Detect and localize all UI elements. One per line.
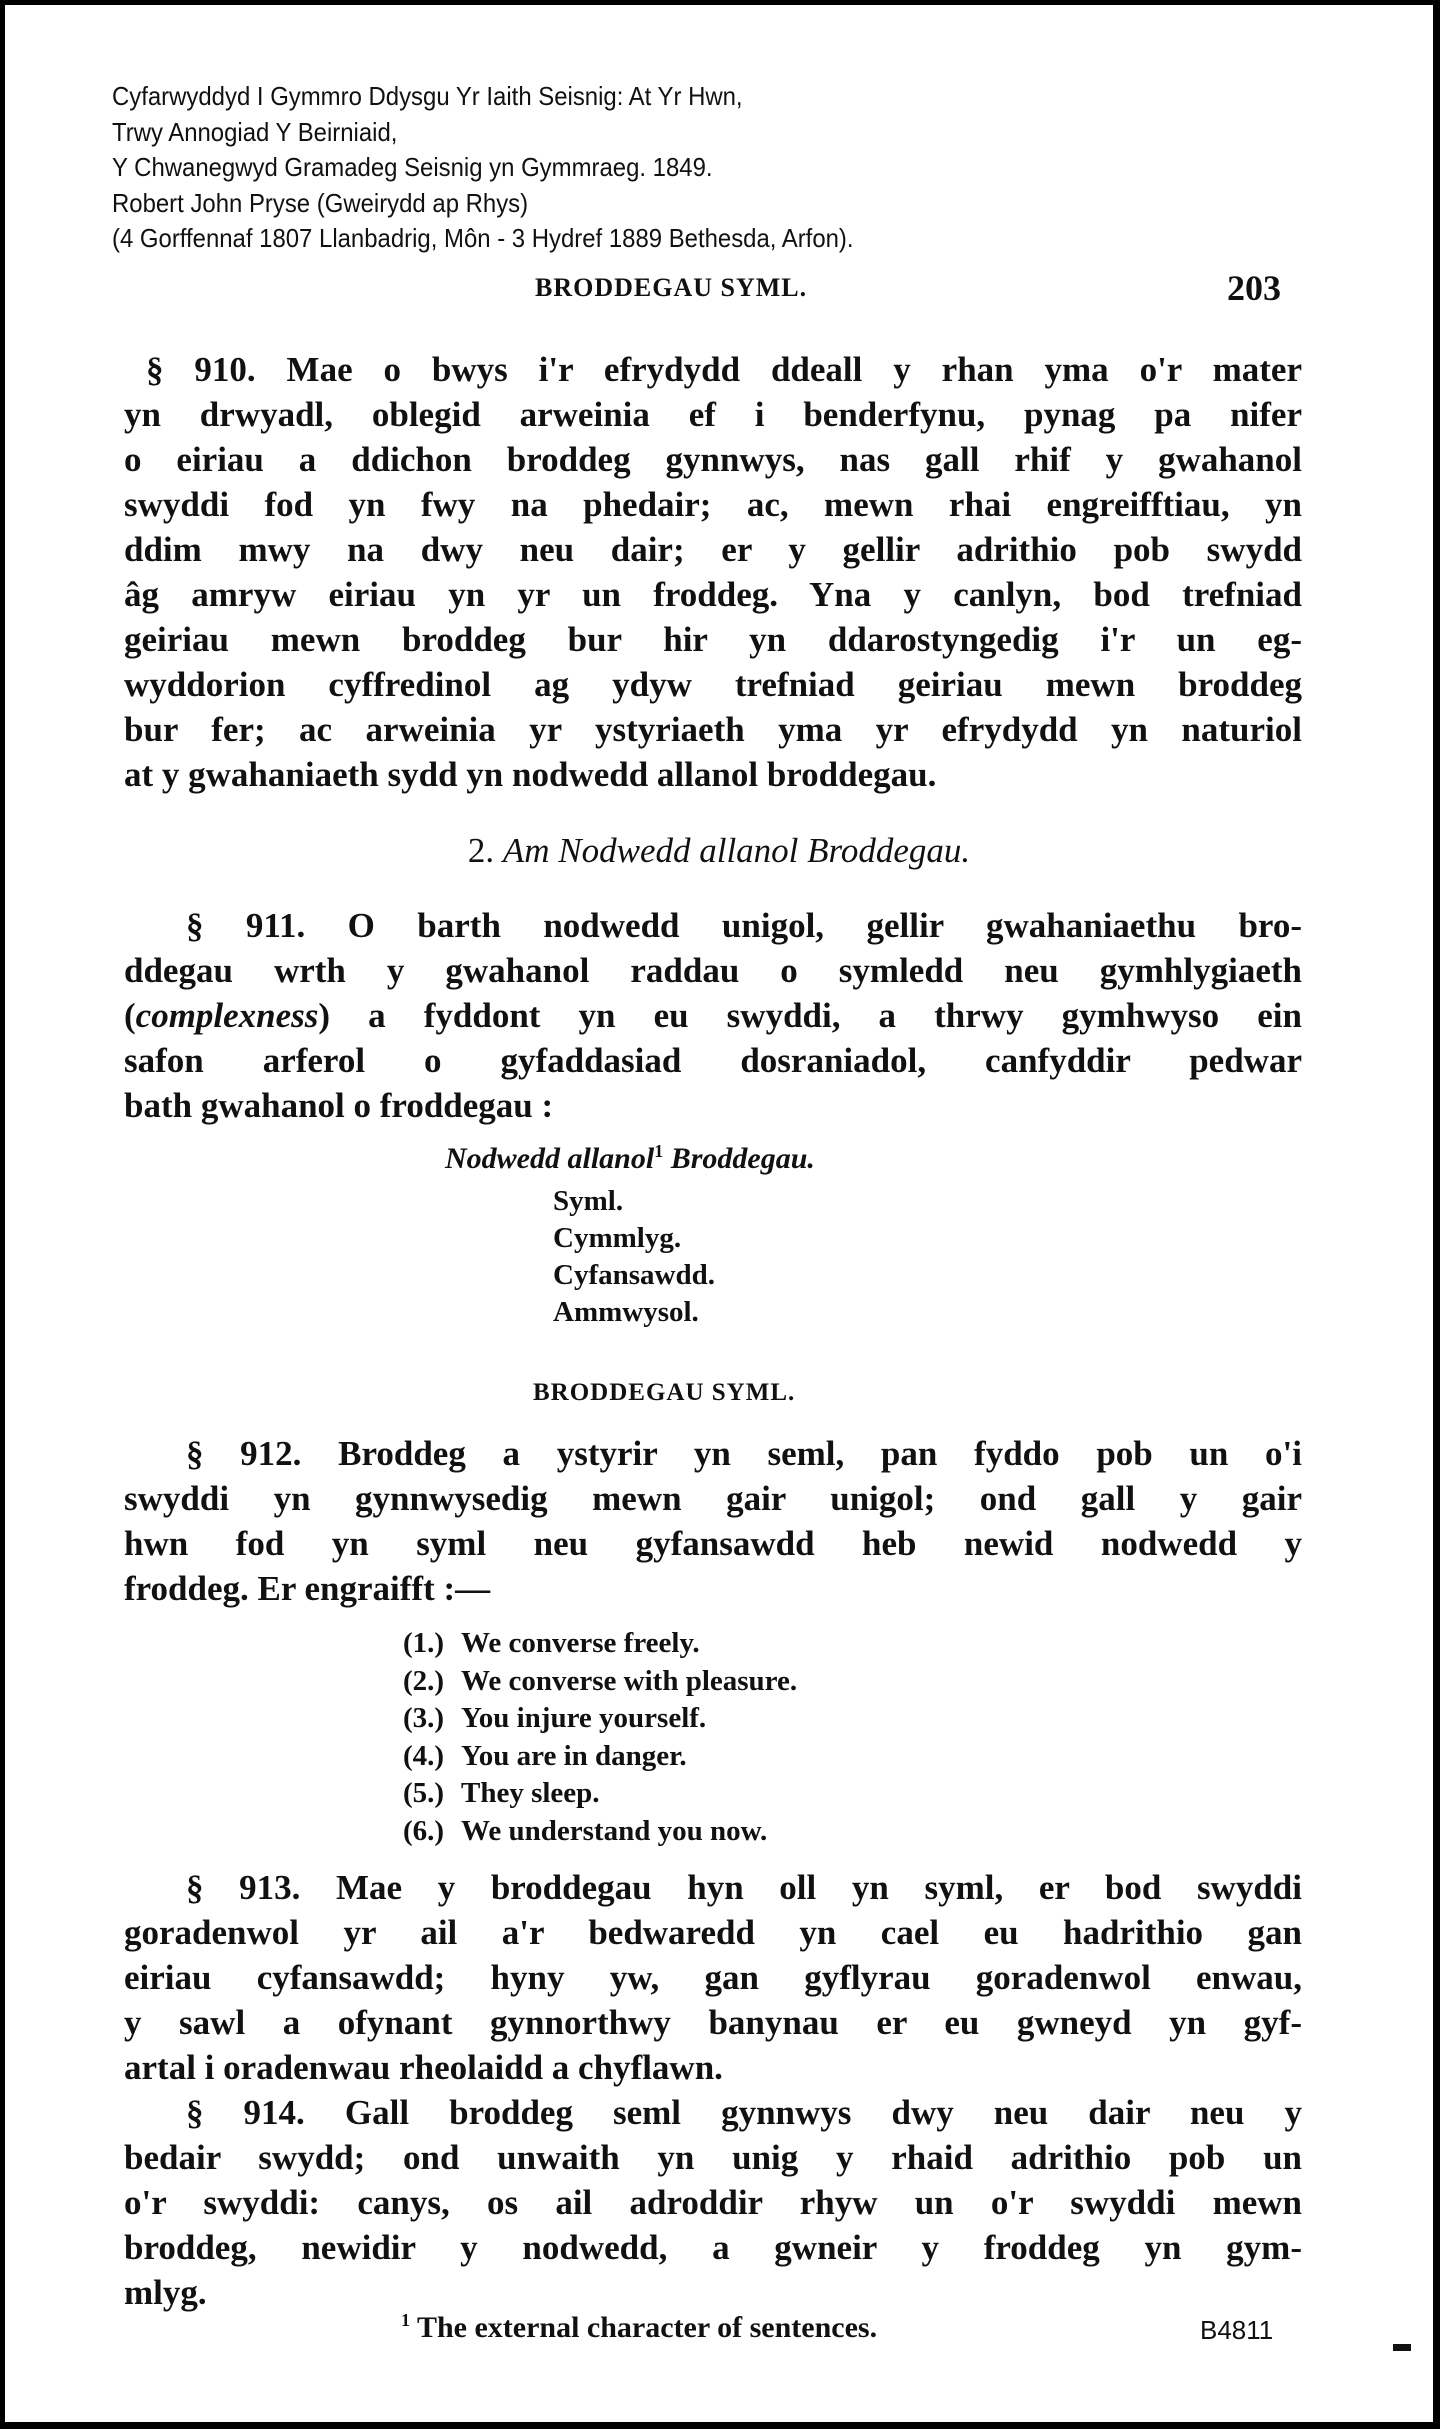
footnote xyxy=(401,2310,877,2345)
footnote-text: The external character of sentences. xyxy=(416,2311,878,2344)
text-line: y sawl a ofynant gynnorthwy banynau er eu gwneyd yn gyf- xyxy=(124,2003,1302,2042)
text-line: swyddi fod yn fwy na phedair; ac, mewn rhai engreifftiau, yn xyxy=(124,485,1302,524)
paragraph-914 xyxy=(124,2090,1302,2315)
text-line: bath gwahanol o froddegau : xyxy=(124,1086,554,1125)
text-line: § 910. Mae o bwys i'r efrydydd ddeall y rhan yma o'r mater xyxy=(146,350,1302,389)
example-text: We understand you now. xyxy=(461,1814,768,1847)
subheading: BRODDEGAU SYML. xyxy=(533,1379,796,1406)
example-number: (6.) xyxy=(403,1814,445,1847)
example-text: You are in danger. xyxy=(461,1739,687,1772)
meta-line: Trwy Annogiad Y Beirniaid, xyxy=(112,116,398,147)
example-item xyxy=(403,1625,797,1663)
examples-list xyxy=(403,1625,797,1850)
kinds-title-a: Nodwedd allanol xyxy=(445,1142,655,1175)
meta-line: Y Chwanegwyd Gramadeg Seisnig yn Gymmraeg. 1849. xyxy=(112,152,713,182)
text-line: froddeg. Er engraifft :— xyxy=(124,1569,491,1608)
text-span: ) a fyddont yn eu swyddi, a thrwy gymhwyso ein xyxy=(318,996,1302,1035)
text-line: geiriau mewn broddeg bur hir yn ddarostyngedig i'r un eg- xyxy=(124,620,1302,659)
kind-item: Cyfansawdd. xyxy=(553,1259,715,1291)
text-line: § 914. Gall broddeg seml gynnwys dwy neu dair neu y xyxy=(186,2093,1302,2132)
text-line: § 913. Mae y broddegau hyn oll yn syml, er bod swyddi xyxy=(186,1868,1302,1907)
section-heading xyxy=(5,831,1433,871)
text-line: bur fer; ac arweinia yr ystyriaeth yma yr efrydydd yn naturiol xyxy=(124,710,1302,749)
running-head: BRODDEGAU SYML. xyxy=(535,273,808,302)
text-line: at y gwahaniaeth sydd yn nodwedd allanol broddegau. xyxy=(124,755,937,794)
example-number: (1.) xyxy=(403,1627,445,1659)
catalog-code: B4811 xyxy=(1200,2315,1274,2345)
text-line: goradenwol yr ail a'r bedwaredd yn cael eu hadrithio gan xyxy=(124,1913,1302,1952)
section-number: 2. xyxy=(467,831,495,870)
text-line: o'r swyddi: canys, os ail adroddir rhyw un o'r swyddi mewn xyxy=(124,2183,1302,2222)
bibliographic-info xyxy=(112,79,854,257)
example-item xyxy=(403,1738,797,1776)
paragraph-911 xyxy=(124,903,1302,1128)
text-span: ( xyxy=(124,996,136,1035)
example-number: (4.) xyxy=(403,1739,445,1772)
footnote-ref: 1 xyxy=(654,1141,664,1161)
text-line: eiriau cyfansawdd; hyny yw, gan gyflyrau goradenwol enwau, xyxy=(124,1958,1302,1997)
text-line: mlyg. xyxy=(124,2273,207,2312)
kind-item: Cymmlyg. xyxy=(553,1222,682,1254)
text-line: safon arferol o gyfaddasiad dosraniadol, canfyddir pedwar xyxy=(124,1041,1302,1080)
text-line: o eiriau a ddichon broddeg gynnwys, nas gall rhif y gwahanol xyxy=(124,440,1302,479)
kind-item: Ammwysol. xyxy=(553,1296,699,1328)
example-number: (3.) xyxy=(403,1702,445,1734)
paragraph-912 xyxy=(124,1431,1302,1611)
text-line: swyddi yn gynnwysedig mewn gair unigol; ond gall y gair xyxy=(124,1479,1302,1518)
page-number: 203 xyxy=(1227,268,1281,308)
text-line: ddegau wrth y gwahanol raddau o symledd neu gymhlygiaeth xyxy=(124,951,1302,990)
example-number: (2.) xyxy=(403,1664,445,1697)
kinds-title-b: Broddegau. xyxy=(670,1142,815,1175)
example-item xyxy=(403,1813,797,1851)
italic-term: complexness xyxy=(135,996,319,1035)
paragraph-910 xyxy=(124,347,1302,797)
example-text: They sleep. xyxy=(461,1777,600,1809)
footnote-number: 1 xyxy=(401,2310,410,2330)
example-text: We converse freely. xyxy=(461,1627,700,1659)
scan-mark xyxy=(1393,2344,1411,2351)
text-line: artal i oradenwau rheolaidd a chyflawn. xyxy=(124,2048,723,2087)
text-line: broddeg, newidir y nodwedd, a gwneir y froddeg yn gym- xyxy=(124,2228,1302,2267)
text-line: âg amryw eiriau yn yr un froddeg. Yna y canlyn, bod trefniad xyxy=(124,575,1302,614)
kinds-list xyxy=(553,1183,715,1331)
example-item xyxy=(403,1663,797,1701)
example-text: We converse with pleasure. xyxy=(461,1664,798,1697)
meta-line: Cyfarwyddyd I Gymmro Ddysgu Yr Iaith Seisnig: At Yr Hwn, xyxy=(112,81,743,111)
text-line xyxy=(124,993,1302,1038)
meta-line: Robert John Pryse (Gweirydd ap Rhys) xyxy=(112,187,529,218)
example-item xyxy=(403,1775,797,1813)
meta-line: (4 Gorffennaf 1807 Llanbadrig, Môn - 3 Hydref 1889 Bethesda, Arfon). xyxy=(112,223,854,253)
example-number: (5.) xyxy=(403,1777,445,1809)
text-line: § 911. O barth nodwedd unigol, gellir gwahaniaethu bro- xyxy=(186,906,1302,945)
text-line: ddim mwy na dwy neu dair; er y gellir adrithio pob swydd xyxy=(124,530,1302,569)
kind-item: Syml. xyxy=(553,1185,624,1217)
kinds-title xyxy=(445,1141,815,1176)
example-item xyxy=(403,1700,797,1738)
text-line: wyddorion cyffredinol ag ydyw trefniad geiriau mewn broddeg xyxy=(124,665,1302,704)
example-text: You injure yourself. xyxy=(461,1702,707,1734)
document-page xyxy=(5,5,1433,2422)
text-line: § 912. Broddeg a ystyrir yn seml, pan fyddo pob un o'i xyxy=(186,1434,1302,1473)
section-title: Am Nodwedd allanol Broddegau. xyxy=(502,831,971,870)
text-line: bedair swydd; ond unwaith yn unig y rhaid adrithio pob un xyxy=(124,2138,1302,2177)
text-line: hwn fod yn syml neu gyfansawdd heb newid nodwedd y xyxy=(124,1524,1302,1563)
text-line: yn drwyadl, oblegid arweinia ef i benderfynu, pynag pa nifer xyxy=(124,395,1302,434)
paragraph-913 xyxy=(124,1865,1302,2090)
